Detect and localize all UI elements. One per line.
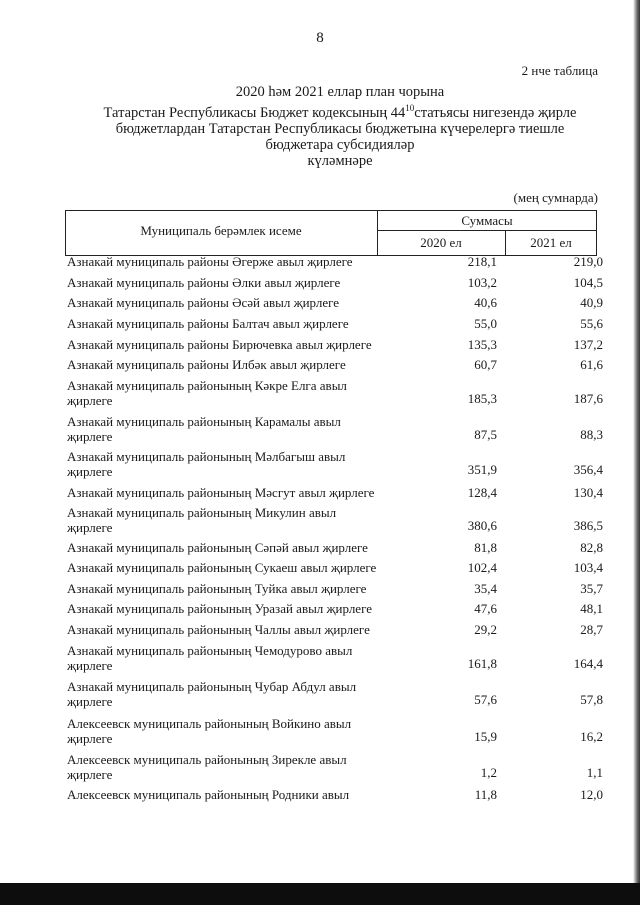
municipality-name [67, 540, 387, 555]
units-note: (мең сумнарда) [513, 190, 598, 205]
value-2020: 128,4 [467, 485, 497, 500]
value-2020: 102,4 [467, 560, 497, 575]
value-2021: 16,2 [580, 729, 603, 744]
municipality-name-line: Азнакай муниципаль районының Мәсгут авыл җирлеге [67, 485, 375, 500]
municipality-name-line: җирлеге [67, 658, 113, 673]
header-year-2021: 2021 ел [530, 235, 572, 250]
municipality-name-line: Азнакай муниципаль районының Чаллы авыл җирлеге [67, 622, 370, 637]
value-2021: 48,1 [580, 601, 603, 616]
value-2020: 81,8 [474, 540, 497, 555]
municipality-name [67, 505, 387, 535]
municipality-name-line: Азнакай муниципаль районының Микулин авыл [67, 505, 337, 520]
municipality-name-line: Азнакай муниципаль районы Әгерже авыл җирлеге [67, 254, 353, 269]
municipality-name [67, 449, 387, 479]
value-2020: 380,6 [467, 518, 497, 533]
value-2020: 351,9 [467, 462, 497, 477]
value-2021: 12,0 [580, 787, 603, 802]
title-line-2-start: Татарстан Республикасы Бюджет кодексының 44 [103, 105, 406, 121]
municipality-name-line: Азнакай муниципаль районының Туйка авыл җирлеге [67, 581, 367, 596]
municipality-name-line: Азнакай муниципаль районының Сукаеш авыл җирлеге [67, 560, 377, 575]
page-number: 8 [316, 30, 324, 46]
value-2021: 137,2 [573, 337, 603, 352]
scan-edge-shadow [633, 0, 640, 883]
municipality-name-line: Азнакай муниципаль районының Сәпәй авыл җирлеге [67, 540, 368, 555]
municipality-name-line: җирлеге [67, 694, 113, 709]
municipality-name-line: Алексеевск муниципаль районының Зирекле авыл [67, 752, 347, 767]
table-label: 2 нче таблица [521, 63, 598, 78]
municipality-name-line: җирлеге [67, 464, 113, 479]
value-2020: 11,8 [474, 787, 497, 802]
value-2021: 386,5 [573, 518, 603, 533]
value-2021: 82,8 [580, 540, 603, 555]
value-2021: 164,4 [573, 656, 603, 671]
value-2020: 161,8 [467, 656, 497, 671]
value-2021: 88,3 [580, 427, 603, 442]
value-2020: 55,0 [474, 316, 497, 331]
value-2020: 1,2 [480, 765, 497, 780]
municipality-name [67, 601, 387, 616]
value-2021: 356,4 [573, 462, 603, 477]
value-2020: 87,5 [474, 427, 497, 442]
municipality-name-line: Азнакай муниципаль районы Әсәй авыл җирлеге [67, 295, 340, 310]
municipality-name-line: җирлеге [67, 393, 113, 408]
value-2020: 40,6 [474, 295, 497, 310]
title-line-1: 2020 һәм 2021 еллар план чорына [235, 84, 445, 100]
municipality-name [67, 485, 387, 500]
municipality-name [67, 581, 387, 596]
value-2021: 28,7 [580, 622, 603, 637]
header-sums: Суммасы [461, 213, 513, 228]
value-2020: 103,2 [467, 275, 497, 290]
municipality-name-line: Азнакай муниципаль районының Карамалы авыл [67, 414, 341, 429]
title-line-4: бюджетара субсидияләр [265, 137, 415, 153]
header-municipality-name: Муниципаль берәмлек исеме [140, 223, 302, 238]
value-2020: 57,6 [474, 692, 497, 707]
title-line-5: күләмнәре [307, 153, 373, 169]
municipality-name [67, 679, 387, 709]
municipality-name [67, 752, 387, 782]
municipality-name-line: Азнакай муниципаль районының Уразай авыл җирлеге [67, 601, 373, 616]
title-line-3: бюджетлардан Татарстан Республикасы бюджетына күчерелергә тиешле [115, 121, 565, 137]
value-2020: 35,4 [474, 581, 497, 596]
value-2020: 218,1 [467, 254, 497, 269]
municipality-name [67, 622, 387, 637]
municipality-name-line: Азнакай муниципаль районының Мәлбагыш авыл [67, 449, 346, 464]
municipality-name-line: җирлеге [67, 520, 113, 535]
municipality-name [67, 716, 387, 746]
municipality-name-line: Азнакай муниципаль районы Илбәк авыл җирлеге [67, 357, 346, 372]
municipality-name-line: җирлеге [67, 429, 113, 444]
municipality-name [67, 378, 387, 408]
value-2021: 103,4 [573, 560, 603, 575]
value-2021: 187,6 [573, 391, 603, 406]
municipality-name-line: Азнакай муниципаль районы Бирючевка авыл җирлеге [67, 337, 372, 352]
municipality-name-line: җирлеге [67, 767, 113, 782]
municipality-name [67, 254, 387, 269]
value-2020: 135,3 [467, 337, 497, 352]
value-2021: 219,0 [573, 254, 603, 269]
municipality-name [67, 643, 387, 673]
municipality-name-line: Азнакай муниципаль районының Чубар Абдул авыл [67, 679, 357, 694]
municipality-name [67, 787, 387, 802]
municipality-name-line: Азнакай муниципаль районы Әлки авыл җирлеге [67, 275, 341, 290]
value-2021: 130,4 [573, 485, 603, 500]
municipality-name [67, 295, 387, 310]
municipality-name-line: Алексеевск муниципаль районының Родники авыл [67, 787, 350, 802]
value-2021: 61,6 [580, 357, 603, 372]
scan-bottom-border [0, 883, 640, 905]
municipality-name [67, 560, 387, 575]
value-2020: 185,3 [467, 391, 497, 406]
value-2020: 47,6 [474, 601, 497, 616]
article-superscript: 10 [405, 103, 415, 113]
value-2020: 29,2 [474, 622, 497, 637]
municipality-name-line: җирлеге [67, 731, 113, 746]
municipality-name-line: Алексеевск муниципаль районының Войкино авыл [67, 716, 352, 731]
value-2020: 60,7 [474, 357, 497, 372]
municipality-name-line: Азнакай муниципаль районының Чемодурово авыл [67, 643, 353, 658]
municipality-name [67, 316, 387, 331]
header-year-2020: 2020 ел [420, 235, 462, 250]
municipality-name-line: Азнакай муниципаль районы Балтач авыл җирлеге [67, 316, 349, 331]
value-2021: 55,6 [580, 316, 603, 331]
value-2020: 15,9 [474, 729, 497, 744]
value-2021: 57,8 [580, 692, 603, 707]
value-2021: 104,5 [573, 275, 603, 290]
title-line-2-end: статьясы нигезендә җирле [414, 105, 577, 121]
municipality-name [67, 414, 387, 444]
value-2021: 35,7 [580, 581, 603, 596]
municipality-name-line: Азнакай муниципаль районының Кәкре Елга авыл [67, 378, 347, 393]
municipality-name [67, 357, 387, 372]
municipality-name [67, 337, 387, 352]
municipality-name [67, 275, 387, 290]
value-2021: 40,9 [580, 295, 603, 310]
value-2021: 1,1 [586, 765, 603, 780]
